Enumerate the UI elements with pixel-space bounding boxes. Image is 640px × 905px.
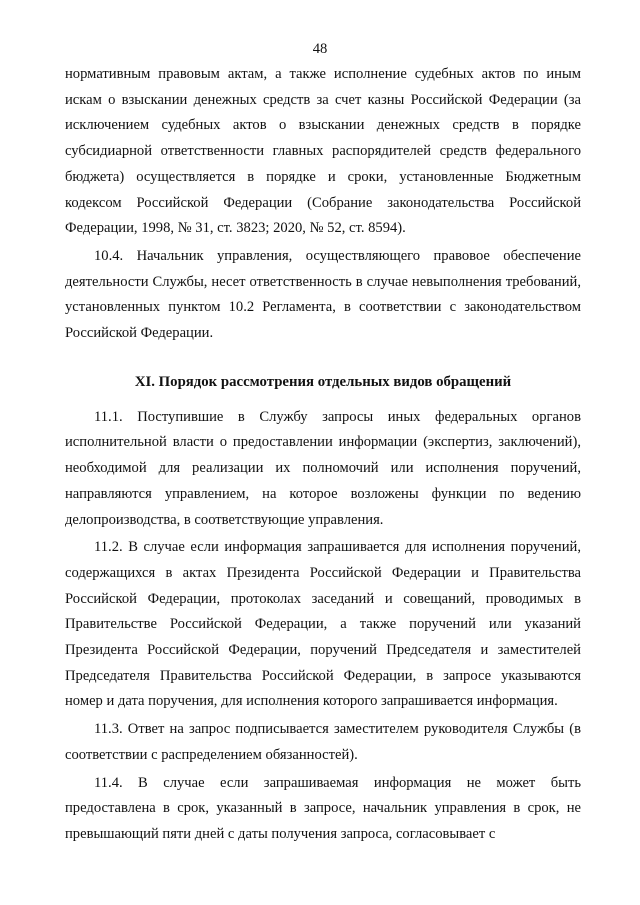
paragraph-10-4: 10.4. Начальник управления, осуществляющего правовое обеспечение деятельности Службы, несет ответственность в случае невыполнения требований, установленных пунктом 10.2 Регламента, в соответствии с законодательством Российской Федерации. [65,247,581,342]
paragraph-11-2: 11.2. В случае если информация запрашивается для исполнения поручений, содержащихся в актах Президента Российской Федерации и Правительства Российской Федерации, протоколах заседаний и совещаний, проводимых в Правительстве Российской Федерации, а также поручений или указаний Президента Российской Федерации, поручений Председателя и заместителей Председателя Правительства Российской Федерации, в запросе указываются номер и дата поручения, для исполнения которого запрашивается информация. [65,539,581,710]
paragraph-11-4: 11.4. В случае если запрашиваемая информация не может быть предоставлена в срок, указанный в запросе, начальник управления в срок, не превышающий пяти дней с даты получения запроса, согласовывает с [65,774,581,842]
section-heading: XI. Порядок рассмотрения отдельных видов обращений [134,373,512,390]
paragraph-11-3: 11.3. Ответ на запрос подписывается заместителем руководителя Службы (в соответствии с распределением обязанностей). [65,721,581,763]
document-body [65,62,581,848]
paragraph-continuation: нормативным правовым актам, а также исполнение судебных актов по иным искам о взыскании денежных средств за счет казны Российской Федерации (за исключением судебных актов о взыскании денежных средств в порядке субсидиарной ответственности главных распорядителей средств федерального бюджета) осуществляется в порядке и сроки, установленные Бюджетным кодексом Российской Федерации (Собрание законодательства Российской Федерации, 1998, № 31, ст. 3823; 2020, № 52, ст. 8594). [65,66,581,237]
paragraph-11-1: 11.1. Поступившие в Службу запросы иных федеральных органов исполнительной власти о предоставлении информации (экспертиз, заключений), необходимой для реализации их полномочий или исполнения поручений, направляются управлением, на которое возложены функции по ведению делопроизводства, в соответствующие управления. [65,408,581,528]
page-number: 48 [312,41,328,57]
